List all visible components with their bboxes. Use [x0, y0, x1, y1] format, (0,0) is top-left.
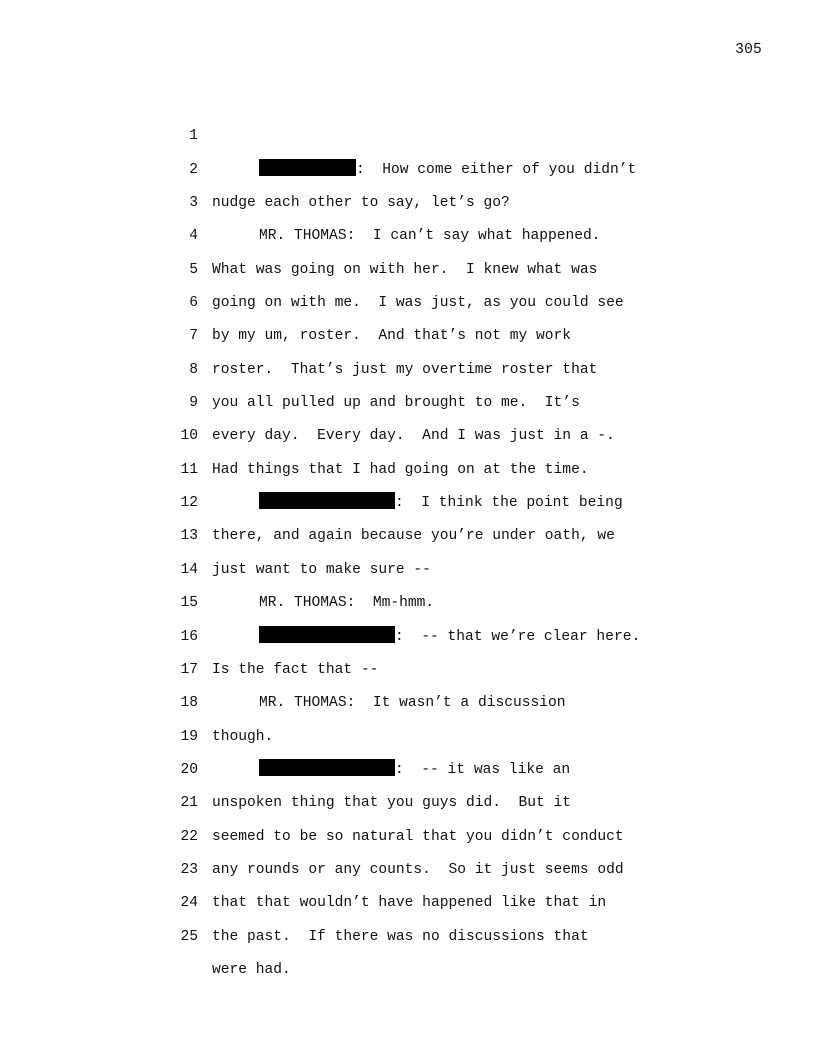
line-text: : -- that we’re clear here. [395, 628, 641, 645]
line-text: any rounds or any counts. So it just seems odd [212, 861, 624, 878]
line-number: 16 [180, 628, 198, 645]
line-text: nudge each other to say, let’s go? [212, 195, 510, 212]
line-number: 13 [180, 528, 198, 545]
line-text: just want to make sure -- [212, 561, 431, 578]
line-text: unspoken thing that you guys did. But it [212, 795, 572, 812]
line-text: roster. That’s just my overtime roster that [212, 361, 598, 378]
line-text: seemed to be so natural that you didn’t conduct [212, 828, 624, 845]
transcript-body [0, 87, 816, 978]
line-text: What was going on with her. I knew what was [212, 261, 598, 278]
line-text: the past. If there was no discussions that [212, 928, 589, 945]
line-text: going on with me. I was just, as you could see [212, 295, 624, 312]
line-text: though. [212, 728, 274, 745]
line-number: 2 [189, 161, 198, 178]
line-text: : -- it was like an [395, 761, 571, 778]
line-text: that that wouldn’t have happened like that in [212, 895, 607, 912]
line-number: 4 [189, 228, 198, 245]
line-text: there, and again because you’re under oath, we [212, 528, 615, 545]
line-number: 18 [180, 695, 198, 712]
line-text: every day. Every day. And I was just in a -. [212, 428, 615, 445]
line-number: 1 [189, 128, 198, 145]
line-number: 21 [180, 795, 198, 812]
line-text: were had. [212, 961, 291, 978]
line-number: 3 [189, 195, 198, 212]
line-number: 19 [180, 728, 198, 745]
line-text: Had things that I had going on at the time. [212, 461, 589, 478]
line-number: 17 [180, 661, 198, 678]
line-number: 12 [180, 495, 198, 512]
line-number: 23 [180, 861, 198, 878]
line-number: 6 [189, 295, 198, 312]
line-text: you all pulled up and brought to me. It’s [212, 395, 580, 412]
transcript-line [0, 87, 816, 178]
line-number: 14 [180, 561, 198, 578]
line-text: Is the fact that -- [212, 661, 379, 678]
line-number: 22 [180, 828, 198, 845]
line-number: 20 [180, 761, 198, 778]
line-number: 24 [180, 895, 198, 912]
line-number: 9 [189, 395, 198, 412]
line-text: MR. THOMAS: It wasn’t a discussion [259, 695, 566, 712]
line-text: MR. THOMAS: Mm-hmm. [259, 595, 435, 612]
line-text: : How come either of you didn’t [356, 161, 637, 178]
line-number: 5 [189, 261, 198, 278]
line-text: : I think the point being [395, 495, 623, 512]
line-number: 8 [189, 361, 198, 378]
line-text: by my um, roster. And that’s not my work [212, 328, 572, 345]
line-number: 15 [180, 595, 198, 612]
line-number: 25 [180, 928, 198, 945]
line-number: 11 [180, 461, 198, 478]
page-number: 305 [735, 42, 762, 58]
line-number: 7 [189, 328, 198, 345]
line-number: 10 [180, 428, 198, 445]
line-text: MR. THOMAS: I can’t say what happened. [259, 228, 601, 245]
